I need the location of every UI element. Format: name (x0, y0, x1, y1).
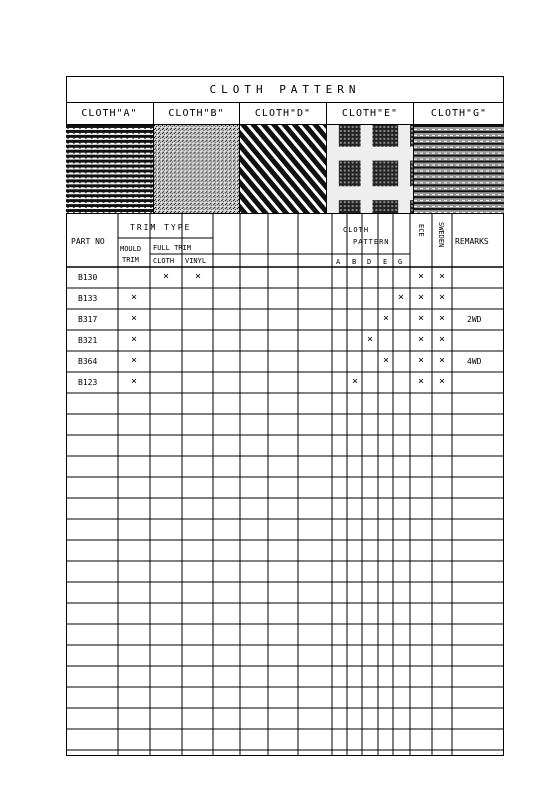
row-remarks: 4WD (467, 357, 482, 366)
header-vinyl: VINYL (185, 257, 207, 265)
header-pattern-a: A (336, 258, 341, 266)
header-trim: TRIM (122, 256, 139, 264)
header-part-no: PART NO (71, 237, 105, 246)
header-pattern-b: B (352, 258, 357, 266)
row-sweden-mark: × (438, 334, 446, 345)
row-part-no: B364 (78, 357, 98, 366)
header-pattern-e: E (383, 258, 388, 266)
header-cloth-pattern-1: CLOTH (343, 226, 370, 234)
header-full-trim: FULL TRIM (153, 244, 191, 252)
row-sweden-mark: × (438, 313, 446, 324)
row-pattern-mark: × (397, 292, 405, 303)
row-ece-mark: × (417, 355, 425, 366)
row-ece-mark: × (417, 313, 425, 324)
header-trim-type: TRIM TYPE (130, 223, 192, 232)
header-pattern-g: G (398, 258, 403, 266)
row-ece-mark: × (417, 334, 425, 345)
row-ece-mark: × (417, 271, 425, 282)
row-mould-mark: × (130, 376, 138, 387)
row-pattern-mark: × (382, 355, 390, 366)
row-part-no: B123 (78, 378, 98, 387)
cloth-e-label: CLOTH"E" (327, 103, 414, 124)
row-part-no: B130 (78, 273, 98, 282)
header-remarks: REMARKS (455, 237, 489, 246)
header-sweden: SWEDEN (437, 222, 445, 248)
header-pattern-d: D (367, 258, 372, 266)
row-pattern-mark: × (382, 313, 390, 324)
row-pattern-mark: × (351, 376, 359, 387)
row-mould-mark: × (130, 355, 138, 366)
row-sweden-mark: × (438, 355, 446, 366)
row-mould-mark: × (130, 334, 138, 345)
row-remarks: 2WD (467, 315, 482, 324)
header-cloth: CLOTH (153, 257, 175, 265)
row-part-no: B321 (78, 336, 98, 345)
cloth-d-label: CLOTH"D" (240, 103, 327, 124)
page-title: CLOTH PATTERN (66, 76, 504, 103)
cloth-g-label: CLOTH"G" (430, 108, 488, 119)
header-ece: ECE (417, 224, 425, 237)
row-vinyl-mark: × (194, 271, 202, 282)
cloth-b-label: CLOTH"B" (154, 103, 240, 124)
row-mould-mark: × (130, 292, 138, 303)
row-ece-mark: × (417, 292, 425, 303)
row-part-no: B317 (78, 315, 98, 324)
header-mould: MOULD (120, 245, 142, 253)
row-mould-mark: × (130, 313, 138, 324)
row-sweden-mark: × (438, 292, 446, 303)
row-ece-mark: × (417, 376, 425, 387)
row-sweden-mark: × (438, 271, 446, 282)
row-cloth-mark: × (162, 271, 170, 282)
header-cloth-pattern-2: PATTERN (353, 238, 390, 246)
row-pattern-mark: × (366, 334, 374, 345)
cloth-a-label: CLOTH"A" (66, 103, 154, 124)
row-part-no: B133 (78, 294, 98, 303)
row-sweden-mark: × (438, 376, 446, 387)
